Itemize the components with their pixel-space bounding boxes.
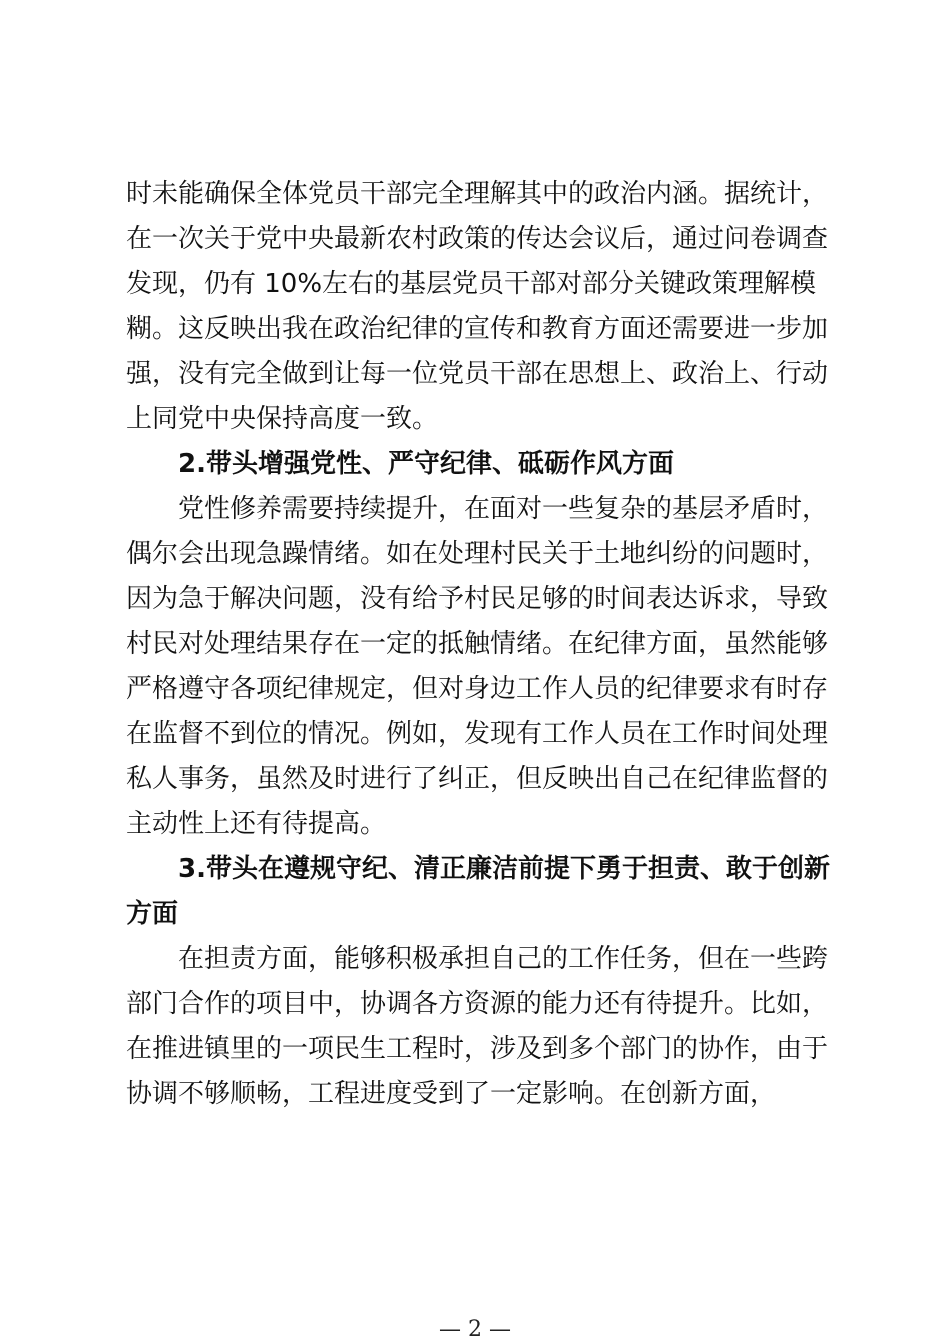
body-text-line: 在监督不到位的情况。例如，发现有工作人员在工作时间处理 (126, 719, 829, 749)
body-text-line: 党性修养需要持续提升，在面对一些复杂的基层矛盾时， (178, 494, 829, 524)
body-text-line: 糊。这反映出我在政治纪律的宣传和教育方面还需要进一步加 (126, 314, 829, 344)
page-number: — 2 — (439, 1317, 511, 1342)
section-heading-3-continuation: 方面 (126, 899, 179, 929)
body-text-line: 私人事务，虽然及时进行了纠正，但反映出自己在纪律监督的 (126, 764, 829, 794)
section-heading-3: 3.带头在遵规守纪、清正廉洁前提下勇于担责、敢于创新 (178, 854, 830, 884)
body-text-line: 严格遵守各项纪律规定，但对身边工作人员的纪律要求有时存 (126, 674, 829, 704)
body-text-line: 上同党中央保持高度一致。 (126, 404, 439, 434)
body-text-line: 因为急于解决问题，没有给予村民足够的时间表达诉求，导致 (126, 584, 829, 614)
body-text-line: 时未能确保全体党员干部完全理解其中的政治内涵。据统计， (126, 179, 829, 209)
body-text-line: 强，没有完全做到让每一位党员干部在思想上、政治上、行动 (126, 359, 829, 389)
body-text-line: 部门合作的项目中，协调各方资源的能力还有待提升。比如， (126, 989, 829, 1019)
body-text-line: 在担责方面，能够积极承担自己的工作任务，但在一些跨 (178, 944, 829, 974)
body-text-line: 主动性上还有待提高。 (126, 809, 387, 839)
body-text-line: 在推进镇里的一项民生工程时，涉及到多个部门的协作，由于 (126, 1034, 829, 1064)
body-text-line: 在一次关于党中央最新农村政策的传达会议后，通过问卷调查 (126, 224, 829, 254)
document-body (126, 172, 830, 1117)
section-heading-2: 2.带头增强党性、严守纪律、砥砺作风方面 (178, 449, 674, 479)
body-text-line: 偶尔会出现急躁情绪。如在处理村民关于土地纠纷的问题时， (126, 539, 829, 569)
body-text-line: 村民对处理结果存在一定的抵触情绪。在纪律方面，虽然能够 (126, 629, 829, 659)
body-text-line: 发现，仍有 10%左右的基层党员干部对部分关键政策理解模 (126, 269, 817, 299)
body-text-line: 协调不够顺畅，工程进度受到了一定影响。在创新方面， (126, 1079, 777, 1109)
